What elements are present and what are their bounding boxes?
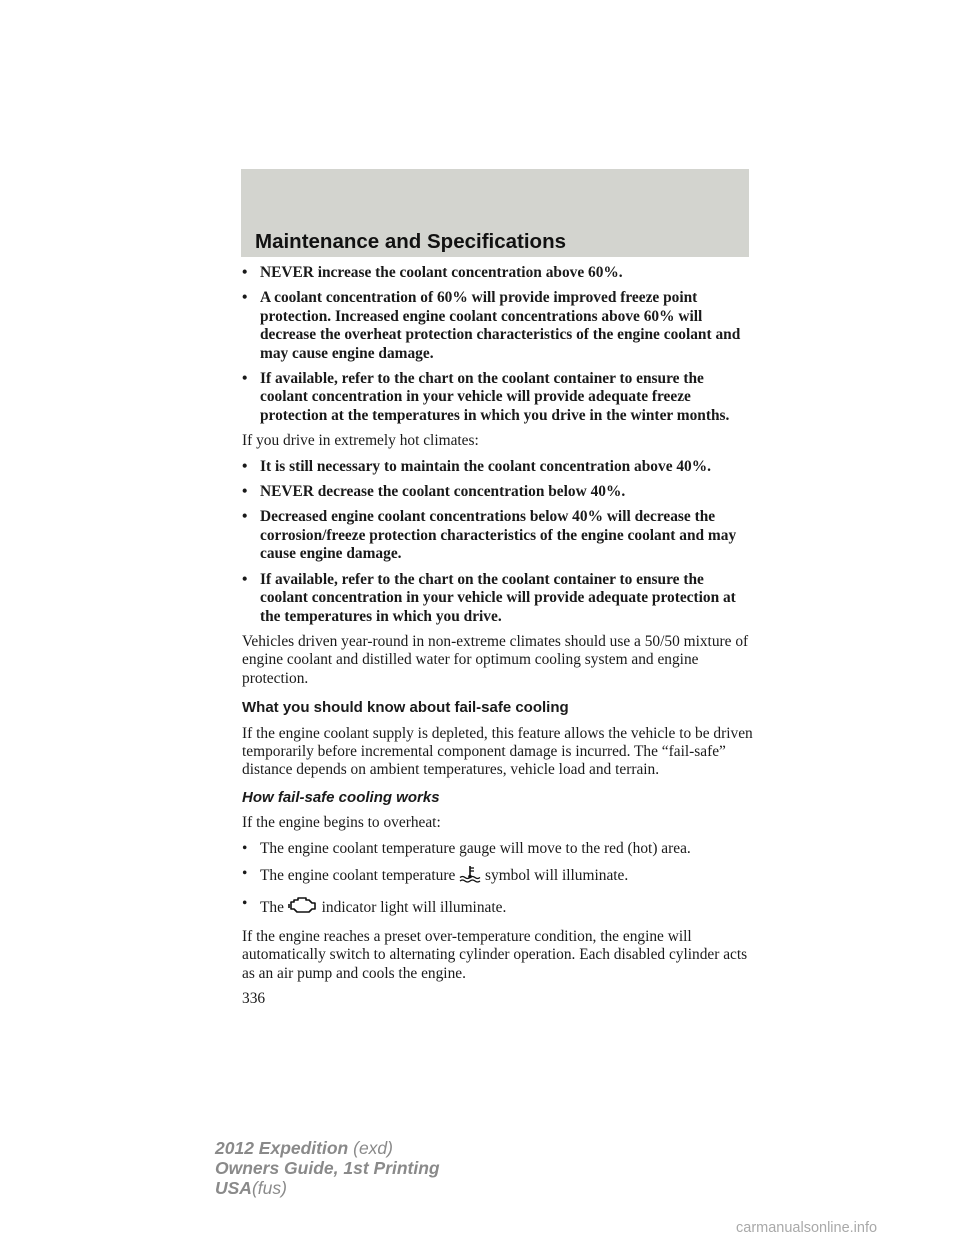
- bullet-dot: •: [242, 895, 248, 913]
- over-temperature-paragraph: If the engine reaches a preset over-temperature condition, the engine will automatically switch to alternating cylinder operation. Each disabled cylinder acts as an air pump and cools the engine.: [242, 927, 748, 982]
- list-item: • If available, refer to the chart on the coolant container to ensure the coolant concentration in your vehicle will provide adequate freeze protection at the temperatures in which you drive in the winter months.: [242, 370, 730, 424]
- footer-printing: Owners Guide, 1st Printing: [215, 1158, 440, 1178]
- footer-market: USA: [215, 1178, 252, 1198]
- bullet-dot: •: [242, 457, 248, 475]
- coolant-temperature-icon: [459, 865, 481, 888]
- document-footer: [215, 1138, 440, 1198]
- overheat-intro: If the engine begins to overheat:: [242, 814, 441, 832]
- page-body: [242, 264, 754, 1008]
- hot-climate-intro: If you drive in extremely hot climates:: [242, 432, 479, 450]
- bullet-dot: •: [242, 864, 248, 882]
- list-item: • NEVER increase the coolant concentration above 60%.: [242, 264, 623, 281]
- how-failsafe-heading: How fail-safe cooling works: [242, 788, 440, 806]
- footer-market-code: (fus): [251, 1178, 287, 1198]
- list-item: • If available, refer to the chart on the coolant container to ensure the coolant concentration in your vehicle will provide adequate protection at the temperatures in which you drive.: [242, 570, 736, 625]
- footer-model-code: (exd): [353, 1138, 393, 1158]
- list-item: • NEVER decrease the coolant concentration below 40%.: [242, 483, 626, 501]
- list-item: • A coolant concentration of 60% will provide improved freeze point protection. Increased engine coolant concentrations above 60% will decrease the overheat protection characteristics of the engine coolant and may cause engine damage.: [242, 289, 741, 362]
- footer-model: 2012 Expedition: [215, 1138, 349, 1158]
- list-item: • It is still necessary to maintain the coolant concentration above 40%.: [242, 457, 711, 475]
- check-engine-icon: [288, 895, 318, 920]
- non-extreme-paragraph: Vehicles driven year-round in non-extreme climates should use a 50/50 mixture of engine coolant and distilled water for optimum cooling system and engine protection.: [242, 632, 749, 687]
- list-item: • The engine coolant temperature gauge will move to the red (hot) area.: [242, 839, 691, 857]
- bullet-dot: •: [242, 289, 248, 307]
- bullet-dot: •: [242, 839, 248, 857]
- failsafe-paragraph: If the engine coolant supply is depleted, this feature allows the vehicle to be driven temporarily before incremental component damage is incurred. The “fail-safe” distance depends on ambient temperatures, vehicle load and terrain.: [242, 724, 753, 779]
- bullet-dot: •: [242, 483, 248, 501]
- list-item: • Decreased engine coolant concentrations below 40% will decrease the corrosion/freeze protection characteristics of the engine coolant and may cause engine damage.: [242, 508, 737, 563]
- bullet-dot: •: [242, 570, 248, 588]
- bullet-dot: •: [242, 508, 248, 526]
- list-item: • The engine coolant temperature symbol will illuminate.: [242, 865, 754, 888]
- list-item: • The indicator light will illuminate.: [242, 895, 754, 920]
- site-watermark: carmanualsonline.info: [736, 1220, 878, 1236]
- bullet-dot: •: [242, 370, 248, 388]
- failsafe-heading: What you should know about fail-safe cooling: [242, 699, 569, 717]
- bullet-dot: •: [242, 264, 248, 281]
- page-number: 336: [242, 990, 266, 1007]
- section-title: Maintenance and Specifications: [255, 230, 566, 253]
